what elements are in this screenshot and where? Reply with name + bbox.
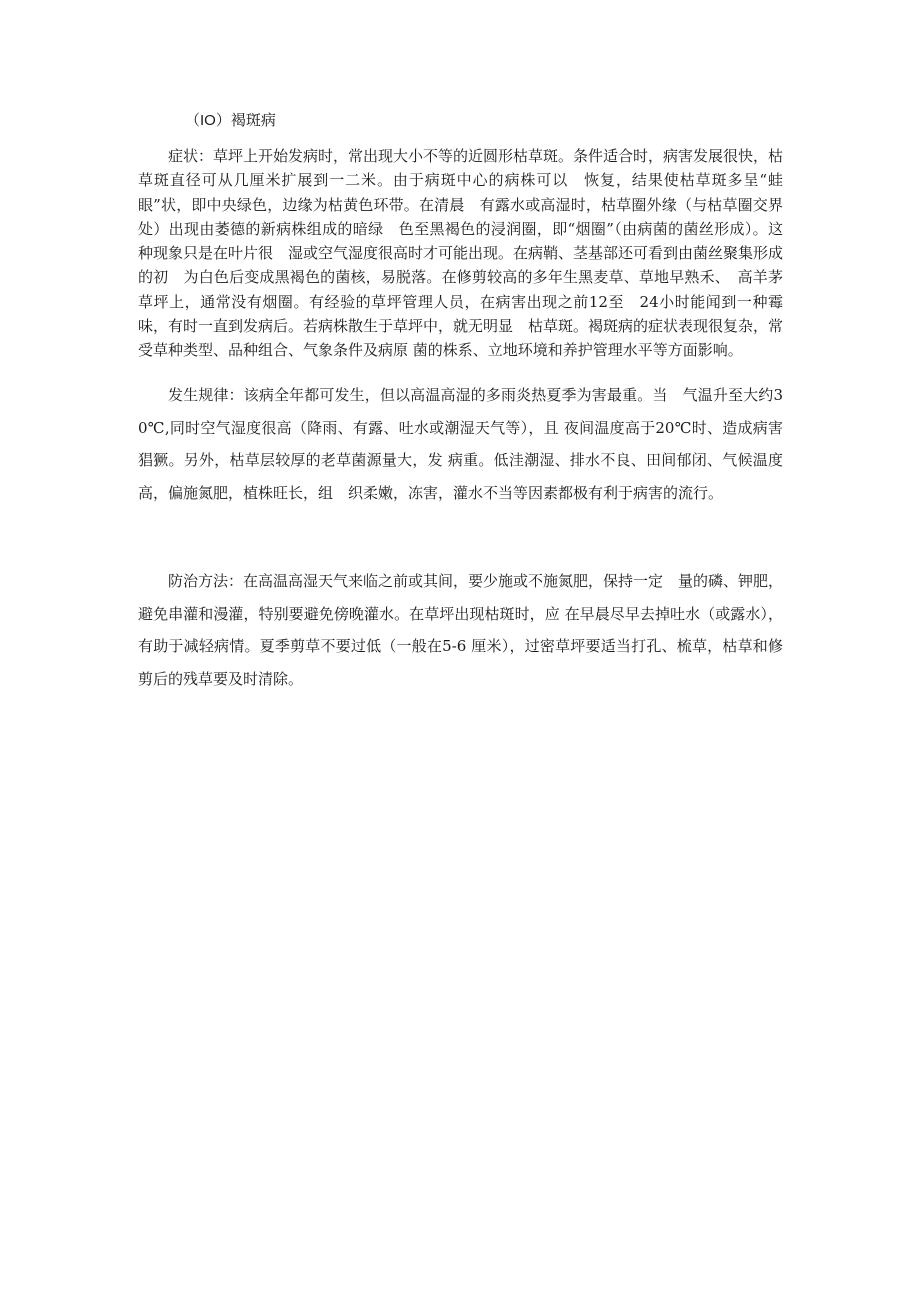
paragraph-symptoms: 症状：草坪上开始发病时，常出现大小不等的近圆形枯草斑。条件适合时，病害发展很快，枯草斑直径可从几厘米扩展到一二米。由于病斑中心的病株可以 恢复，结果使枯草斑多呈“蛙眼”状，即中央绿色，边缘为枯黄色环带。在清晨 有露水或高湿时，枯草圈外缘（与枯草圈交界处）出现由萎德的新病株组成的暗绿 色至黑褐色的浸润圈，即“烟圈”（由病菌的菌丝形成）。这种现象只是在叶片很 湿或空气湿度很高时才可能出现。在病鞘、茎基部还可看到由菌丝聚集形成的初 为白色后变成黑褐色的菌核，易脱落。在修剪较高的多年生黑麦草、草地早熟禾、 高羊茅草坪上，通常没有烟圈。有经验的草坪管理人员，在病害出现之前12至 24小时能闻到一种霉味，有时一直到发病后。若病株散生于草坪中，就无明显 枯草斑。褐斑病的症状表现很复杂，常受草种类型、品种组合、气象条件及病原 菌的株系、立地环境和养护管理水平等方面影响。 xyxy=(138,147,784,360)
paragraph-occurrence: 发生规律：该病全年都可发生，但以高温高湿的多雨炎热夏季为害最重。当 气温升至大约30℃,同时空气湿度很高（降雨、有露、吐水或潮湿天气等），且 夜间温度高于20℃时、造成病害猖獗。另外，枯草层较厚的老草菌源量大，发 病重。低洼潮湿、排水不良、田间郁闭、气候温度高，偏施氮肥，植株旺长，组 织柔嫩，冻害，灌水不当等因素都极有利于病害的流行。 xyxy=(138,386,783,502)
section-title: 褐斑病 xyxy=(230,111,276,129)
paragraph-control-methods: 防治方法：在高温高湿天气来临之前或其间，要少施或不施氮肥，保持一定 量的磷、钾肥，避免串灌和漫灌，特别要避免傍晚灌水。在草坪出现枯斑时，应 在早晨尽早去掉吐水（或露水），有助于减轻病情。夏季剪草不要过低（一般在5-6 厘米），过密草坪要适当打孔、梳草，枯草和修剪后的残草要及时清除。 xyxy=(138,572,784,688)
section-heading xyxy=(185,108,276,133)
section-number: （IO） xyxy=(185,112,231,129)
